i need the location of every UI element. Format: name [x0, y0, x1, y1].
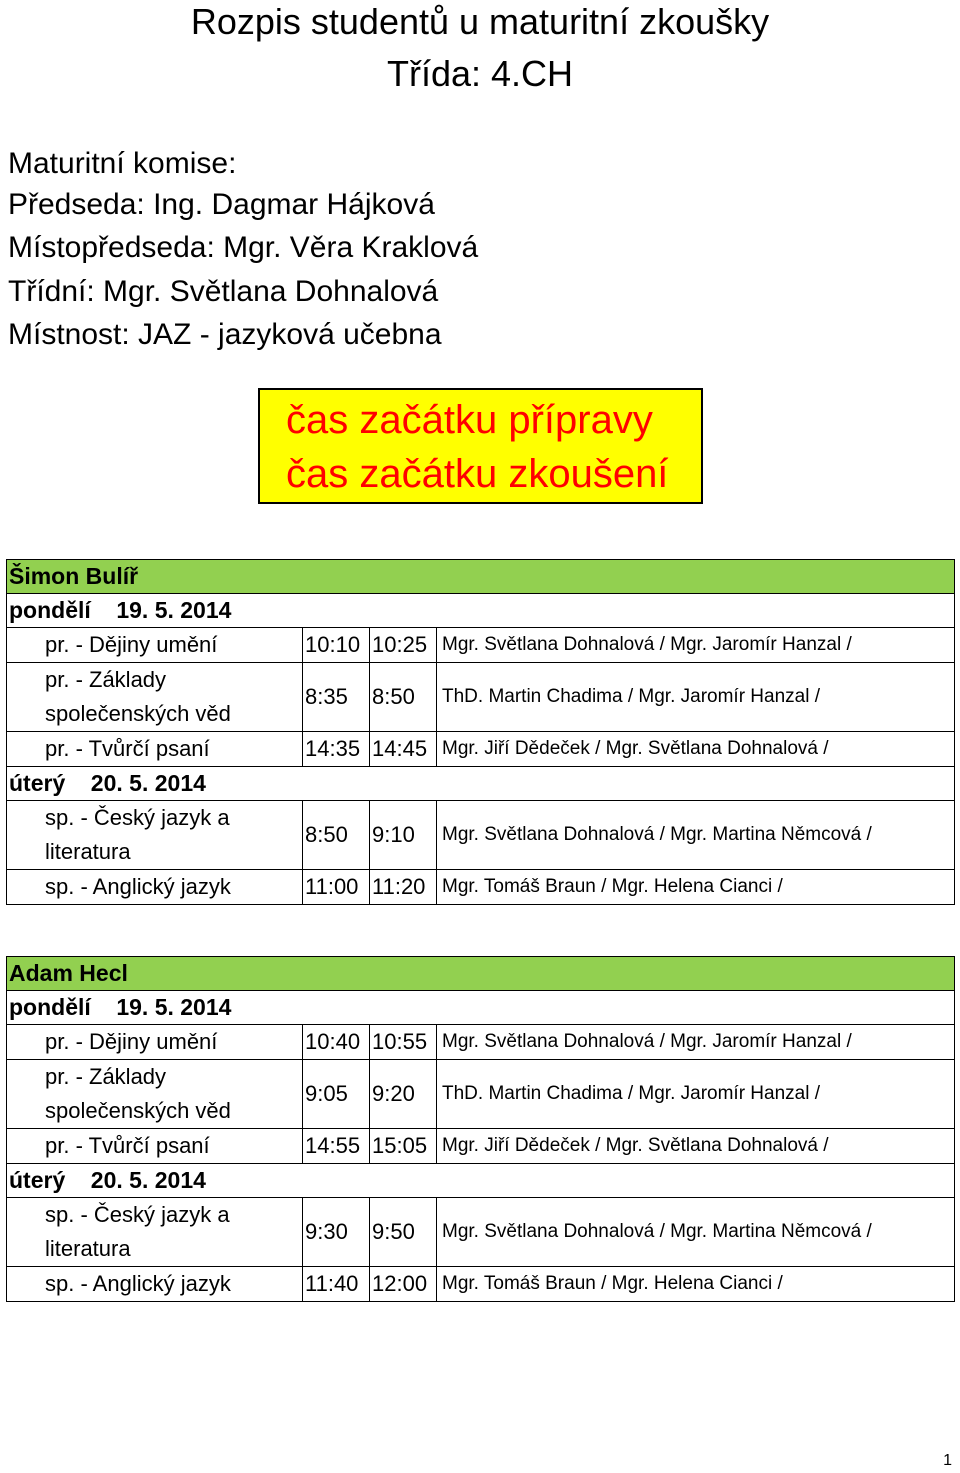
examiners: Mgr. Tomáš Braun / Mgr. Helena Cianci / [437, 870, 955, 905]
exam-day-label: pondělí 19. 5. 2014 [7, 991, 955, 1025]
exam-subject: sp. - Anglický jazyk [7, 870, 303, 905]
commission-room: Místnost: JAZ - jazyková učebna [8, 318, 442, 351]
examiners: Mgr. Tomáš Braun / Mgr. Helena Cianci / [437, 1267, 955, 1302]
day-row [7, 767, 955, 801]
commission-chair: Předseda: Ing. Dagmar Hájková [8, 188, 435, 221]
exam-subject: pr. - Dějiny umění [7, 628, 303, 663]
legend-prep-time: čas začátku přípravy [286, 398, 653, 442]
exam-subject: pr. - Tvůrčí psaní [7, 1129, 303, 1164]
student-name: Adam Hecl [7, 957, 955, 991]
examiners: Mgr. Světlana Dohnalová / Mgr. Jaromír Hanzal / [437, 1025, 955, 1060]
exam-subject: sp. - Anglický jazyk [7, 1267, 303, 1302]
prep-time: 9:05 [303, 1060, 370, 1129]
page-number: 1 [943, 1452, 952, 1469]
day-row [7, 1164, 955, 1198]
prep-time: 11:00 [303, 870, 370, 905]
student-name: Šimon Bulíř [7, 560, 955, 594]
examiners: Mgr. Světlana Dohnalová / Mgr. Martina Němcová / [437, 1198, 955, 1267]
exam-subject: sp. - Český jazyk a literatura [7, 1198, 303, 1267]
exam-time: 11:20 [370, 870, 437, 905]
prep-time: 11:40 [303, 1267, 370, 1302]
exam-subject: pr. - Základy společenských věd [7, 1060, 303, 1129]
exam-time: 15:05 [370, 1129, 437, 1164]
prep-time: 9:30 [303, 1198, 370, 1267]
prep-time: 14:55 [303, 1129, 370, 1164]
exam-row [7, 870, 955, 905]
examiners: Mgr. Jiří Dědeček / Mgr. Světlana Dohnalová / [437, 1129, 955, 1164]
exam-time: 10:55 [370, 1025, 437, 1060]
commission-heading: Maturitní komise: [8, 147, 237, 180]
exam-subject: pr. - Tvůrčí psaní [7, 732, 303, 767]
examiners: Mgr. Jiří Dědeček / Mgr. Světlana Dohnalová / [437, 732, 955, 767]
document-title: Rozpis studentů u maturitní zkoušky [190, 1, 770, 42]
student-schedule [6, 956, 954, 1302]
exam-row [7, 801, 955, 870]
prep-time: 8:35 [303, 663, 370, 732]
commission-vice-chair: Místopředseda: Mgr. Věra Kraklová [8, 231, 479, 264]
day-row [7, 991, 955, 1025]
exam-subject: pr. - Dějiny umění [7, 1025, 303, 1060]
exam-time: 14:45 [370, 732, 437, 767]
exam-row [7, 663, 955, 732]
prep-time: 10:10 [303, 628, 370, 663]
prep-time: 8:50 [303, 801, 370, 870]
exam-day-label: úterý 20. 5. 2014 [7, 767, 955, 801]
exam-row [7, 732, 955, 767]
exam-time: 10:25 [370, 628, 437, 663]
exam-subject: sp. - Český jazyk a literatura [7, 801, 303, 870]
examiners: ThD. Martin Chadima / Mgr. Jaromír Hanzal / [437, 1060, 955, 1129]
exam-day-label: úterý 20. 5. 2014 [7, 1164, 955, 1198]
examiners: ThD. Martin Chadima / Mgr. Jaromír Hanzal / [437, 663, 955, 732]
exam-time: 9:10 [370, 801, 437, 870]
exam-time: 12:00 [370, 1267, 437, 1302]
prep-time: 14:35 [303, 732, 370, 767]
exam-day-label: pondělí 19. 5. 2014 [7, 594, 955, 628]
exam-time: 9:20 [370, 1060, 437, 1129]
exam-time: 9:50 [370, 1198, 437, 1267]
student-header-row [7, 957, 955, 991]
exam-subject: pr. - Základy společenských věd [7, 663, 303, 732]
time-legend [258, 388, 703, 504]
schedule-table [6, 559, 955, 905]
schedule-table [6, 956, 955, 1302]
examiners: Mgr. Světlana Dohnalová / Mgr. Jaromír Hanzal / [437, 628, 955, 663]
exam-row [7, 1129, 955, 1164]
exam-row [7, 1025, 955, 1060]
exam-row [7, 1267, 955, 1302]
examiners: Mgr. Světlana Dohnalová / Mgr. Martina Němcová / [437, 801, 955, 870]
exam-row [7, 1060, 955, 1129]
exam-row [7, 1198, 955, 1267]
class-title: Třída: 4.CH [386, 53, 574, 94]
day-row [7, 594, 955, 628]
legend-exam-time: čas začátku zkoušení [286, 452, 669, 496]
prep-time: 10:40 [303, 1025, 370, 1060]
exam-row [7, 628, 955, 663]
student-schedule [6, 559, 954, 905]
commission-class-teacher: Třídní: Mgr. Světlana Dohnalová [8, 275, 439, 308]
student-header-row [7, 560, 955, 594]
exam-time: 8:50 [370, 663, 437, 732]
